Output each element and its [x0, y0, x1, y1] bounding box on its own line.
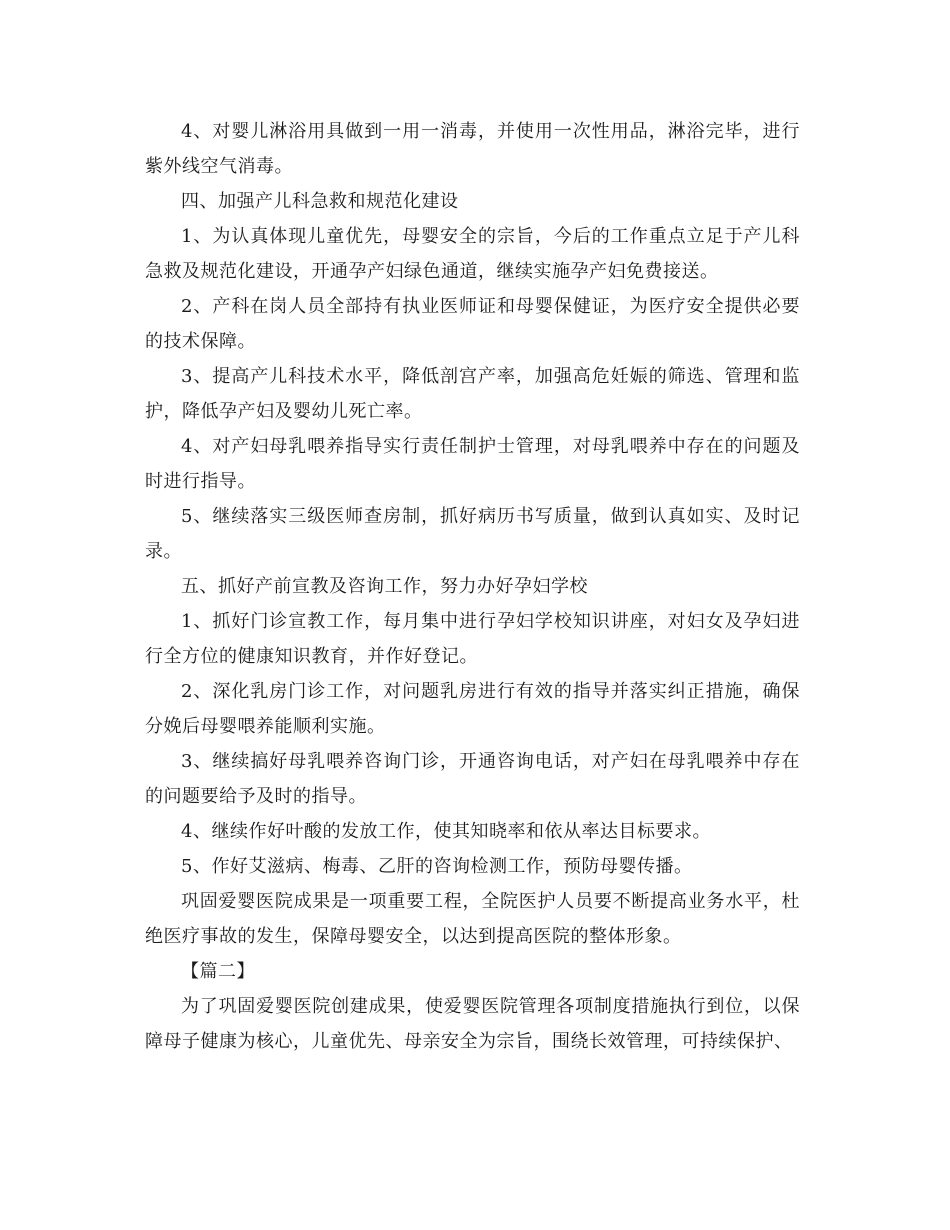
- section-heading-4: 四、加强产儿科急救和规范化建设: [181, 191, 459, 212]
- paragraph-breastfeeding-guidance: 4、对产妇母乳喂养指导实行责任制护士管理，对母乳喂养中存在的问题及时进行指导。: [145, 436, 800, 492]
- paragraph-conclusion: 巩固爱婴医院成果是一项重要工程，全院医护人员要不断提高业务水平，杜绝医疗事故的发生，保障母婴安全，以达到提高医院的整体形象。: [145, 891, 800, 947]
- part-two-heading: 【篇二】: [181, 961, 255, 982]
- section-heading-5: 五、抓好产前宣教及咨询工作，努力办好孕妇学校: [181, 576, 588, 597]
- paragraph-staff-certification: 2、产科在岗人员全部持有执业医师证和母婴保健证，为医疗安全提供必要的技术保障。: [145, 296, 800, 352]
- paragraph-consultation-clinic: 3、继续搞好母乳喂养咨询门诊，开通咨询电话，对产妇在母乳喂养中存在的问题要给予及时的指导。: [145, 751, 800, 807]
- paragraph-ward-rounds: 5、继续落实三级医师查房制，抓好病历书写质量，做到认真如实、及时记录。: [145, 506, 800, 562]
- paragraph-part-two-intro: 为了巩固爱婴医院创建成果，使爱婴医院管理各项制度措施执行到位，以保障母子健康为核心，儿童优先、母亲安全为宗旨，围绕长效管理，可持续保护、: [145, 996, 800, 1052]
- paragraph-technical-level: 3、提高产儿科技术水平，降低剖宫产率，加强高危妊娠的筛选、管理和监护，降低孕产妇及婴幼儿死亡率。: [145, 366, 800, 422]
- paragraph-emergency-construction: 1、为认真体现儿童优先，母婴安全的宗旨，今后的工作重点立足于产儿科急救及规范化建设，开通孕产妇绿色通道，继续实施孕产妇免费接送。: [145, 226, 800, 282]
- paragraph-folic-acid: 4、继续作好叶酸的发放工作，使其知晓率和依从率达目标要求。: [181, 821, 711, 842]
- paragraph-item-4-disinfection: 4、对婴儿淋浴用具做到一用一消毒，并使用一次性用品，淋浴完毕，进行紫外线空气消毒。: [145, 121, 800, 177]
- paragraph-disease-testing: 5、作好艾滋病、梅毒、乙肝的咨询检测工作，预防母婴传播。: [181, 856, 693, 877]
- paragraph-outpatient-education: 1、抓好门诊宣教工作，每月集中进行孕妇学校知识讲座，对妇女及孕妇进行全方位的健康知识教育，并作好登记。: [145, 611, 800, 667]
- paragraph-breast-clinic: 2、深化乳房门诊工作，对问题乳房进行有效的指导并落实纠正措施，确保分娩后母婴喂养能顺利实施。: [145, 681, 800, 737]
- document-body: [145, 114, 800, 1059]
